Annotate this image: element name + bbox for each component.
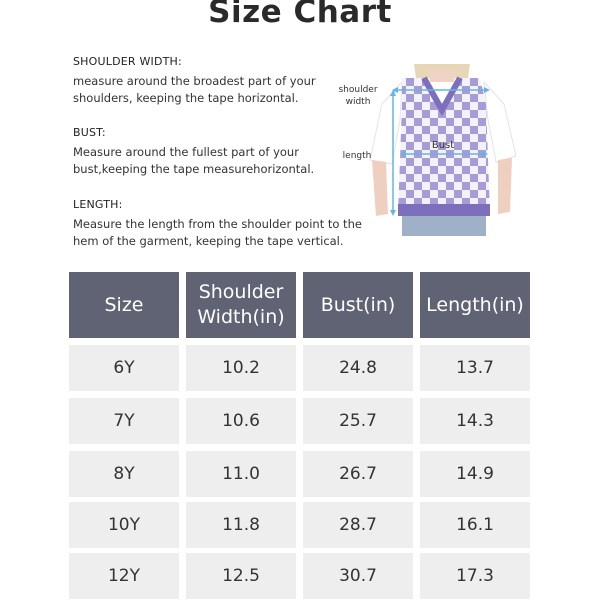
right-sleeve [484,82,516,162]
neck-shape [428,70,456,82]
length-label: length [342,151,372,161]
table-header-cell: Length(in) [420,272,530,338]
table-row-value-cell: 10.6 [186,398,296,444]
table-row-value-cell: 11.8 [186,502,296,548]
page-title: Size Chart [208,0,392,30]
table-header-cell: Size [69,272,179,338]
shoulder-width-label: shoulder width [338,85,378,107]
left-arm [372,160,388,216]
table-row-value-cell: 26.7 [303,451,413,497]
table-header-cell: Shoulder Width(in) [186,272,296,338]
definition-length [73,198,363,250]
definition-bust [73,126,363,178]
definition-text: Measure the length from the shoulder point to the hem of the garment, keeping the tape vertical. [73,217,362,248]
definition-text: Measure around the fullest part of your bust,keeping the tape measurehorizontal. [73,145,315,176]
definition-text: measure around the broadest part of your shoulders, keeping the tape horizontal. [73,74,316,105]
definition-heading: SHOULDER WIDTH: [73,55,182,68]
table-row-value-cell: 10.2 [186,345,296,391]
jeans-shape [402,214,486,236]
right-arm [498,158,512,214]
table-row-value-cell: 30.7 [303,553,413,599]
table-row-value-cell: 12.5 [186,553,296,599]
definition-shoulder-width [73,55,363,107]
table-row-size-cell: 10Y [69,502,179,548]
table-row-value-cell: 25.7 [303,398,413,444]
bust-label: Bust [431,140,455,151]
definition-heading: LENGTH: [73,198,123,211]
definition-heading: BUST: [73,126,106,139]
table-header-cell: Bust(in) [303,272,413,338]
table-row-value-cell: 17.3 [420,553,530,599]
table-row-size-cell: 12Y [69,553,179,599]
table-row-value-cell: 16.1 [420,502,530,548]
hem-rib [398,204,490,216]
vest-measurement-figure [330,64,540,242]
table-row-value-cell: 24.8 [303,345,413,391]
table-row-value-cell: 13.7 [420,345,530,391]
table-row-size-cell: 7Y [69,398,179,444]
table-row-size-cell: 6Y [69,345,179,391]
table-row-value-cell: 14.9 [420,451,530,497]
table-row-value-cell: 11.0 [186,451,296,497]
table-row-value-cell: 14.3 [420,398,530,444]
table-row-size-cell: 8Y [69,451,179,497]
table-row-value-cell: 28.7 [303,502,413,548]
